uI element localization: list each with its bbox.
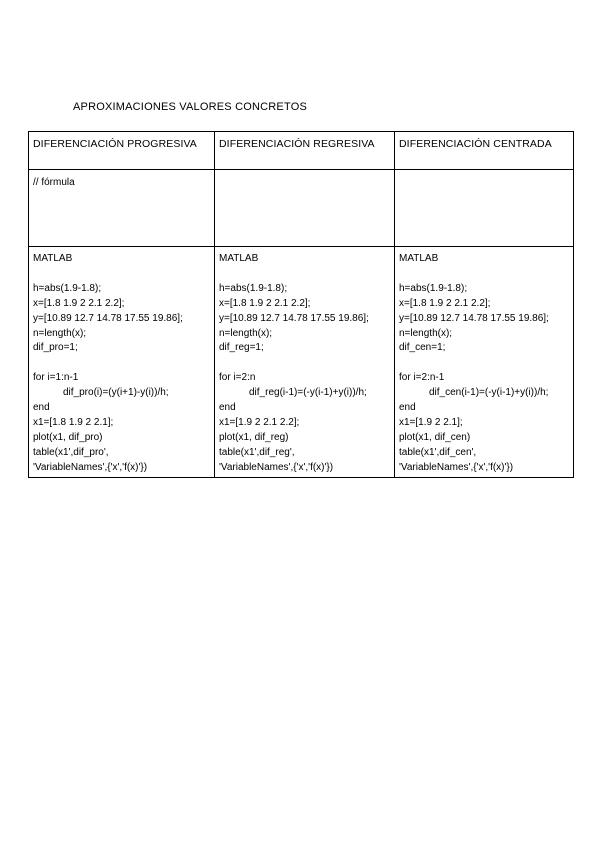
code-line: x=[1.8 1.9 2 2.1 2.2];	[399, 297, 491, 309]
code-line: n=length(x);	[399, 327, 453, 339]
code-line: plot(x1, dif_cen)	[399, 431, 471, 443]
code-block-regresiva	[219, 252, 394, 476]
code-line: x=[1.8 1.9 2 2.1 2.2];	[219, 297, 311, 309]
code-line	[33, 267, 214, 282]
code-line: n=length(x);	[33, 327, 87, 339]
code-line: y=[10.89 12.7 14.78 17.55 19.86];	[219, 312, 369, 324]
code-cell-progresiva	[29, 247, 215, 478]
page-title: APROXIMACIONES VALORES CONCRETOS	[73, 101, 307, 113]
code-line: for i=1:n-1	[33, 372, 79, 384]
code-line: MATLAB	[219, 253, 259, 264]
code-block-centrada	[399, 252, 573, 476]
code-line: 'VariableNames',{'x','f(x)'})	[399, 461, 514, 473]
code-line: table(x1',dif_cen',	[399, 446, 477, 458]
code-line: plot(x1, dif_pro)	[33, 431, 103, 443]
code-line	[33, 356, 214, 371]
header-row	[29, 132, 574, 170]
code-line: x1=[1.8 1.9 2 2.1];	[33, 416, 114, 428]
code-block-progresiva	[33, 252, 214, 476]
formula-cell-progresiva: // fórmula	[29, 170, 215, 247]
code-line: table(x1',dif_reg',	[219, 446, 295, 458]
formula-cell-regresiva	[215, 170, 395, 247]
code-cell-regresiva	[215, 247, 395, 478]
code-line: table(x1',dif_pro',	[33, 446, 109, 458]
code-line: h=abs(1.9-1.8);	[33, 282, 102, 294]
code-line	[399, 356, 573, 371]
code-line: end	[399, 402, 416, 414]
header-centrada: DIFERENCIACIÓN CENTRADA	[395, 132, 574, 170]
header-progresiva: DIFERENCIACIÓN PROGRESIVA	[29, 132, 215, 170]
code-line: end	[219, 402, 236, 414]
code-line: h=abs(1.9-1.8);	[399, 282, 468, 294]
code-line: n=length(x);	[219, 327, 273, 339]
code-line: x1=[1.9 2 2.1 2.2];	[219, 416, 300, 428]
code-line: dif_cen=1;	[399, 342, 446, 354]
code-line: end	[33, 402, 50, 414]
differentiation-table	[28, 131, 574, 478]
code-row	[29, 247, 574, 478]
formula-row	[29, 170, 574, 247]
code-line: y=[10.89 12.7 14.78 17.55 19.86];	[399, 312, 549, 324]
code-line	[219, 267, 394, 282]
code-line: dif_reg=1;	[219, 342, 264, 354]
code-line: y=[10.89 12.7 14.78 17.55 19.86];	[33, 312, 183, 324]
code-line: dif_cen(i-1)=(-y(i-1)+y(i))/h;	[429, 387, 549, 399]
code-line: for i=2:n-1	[399, 372, 445, 384]
code-line: 'VariableNames',{'x','f(x)'})	[33, 461, 148, 473]
code-line	[219, 356, 394, 371]
code-line: MATLAB	[33, 253, 73, 264]
code-line: dif_pro=1;	[33, 342, 78, 354]
header-regresiva: DIFERENCIACIÓN REGRESIVA	[215, 132, 395, 170]
code-line: dif_reg(i-1)=(-y(i-1)+y(i))/h;	[249, 387, 367, 399]
code-cell-centrada	[395, 247, 574, 478]
code-line: MATLAB	[399, 253, 439, 264]
code-line	[399, 267, 573, 282]
code-line: for i=2:n	[219, 372, 256, 384]
code-line: x=[1.8 1.9 2 2.1 2.2];	[33, 297, 125, 309]
code-line: plot(x1, dif_reg)	[219, 431, 289, 443]
code-line: h=abs(1.9-1.8);	[219, 282, 288, 294]
code-line: dif_pro(i)=(y(i+1)-y(i))/h;	[63, 387, 169, 399]
code-line: x1=[1.9 2 2.1];	[399, 416, 463, 428]
formula-cell-centrada	[395, 170, 574, 247]
code-line: 'VariableNames',{'x','f(x)'})	[219, 461, 334, 473]
